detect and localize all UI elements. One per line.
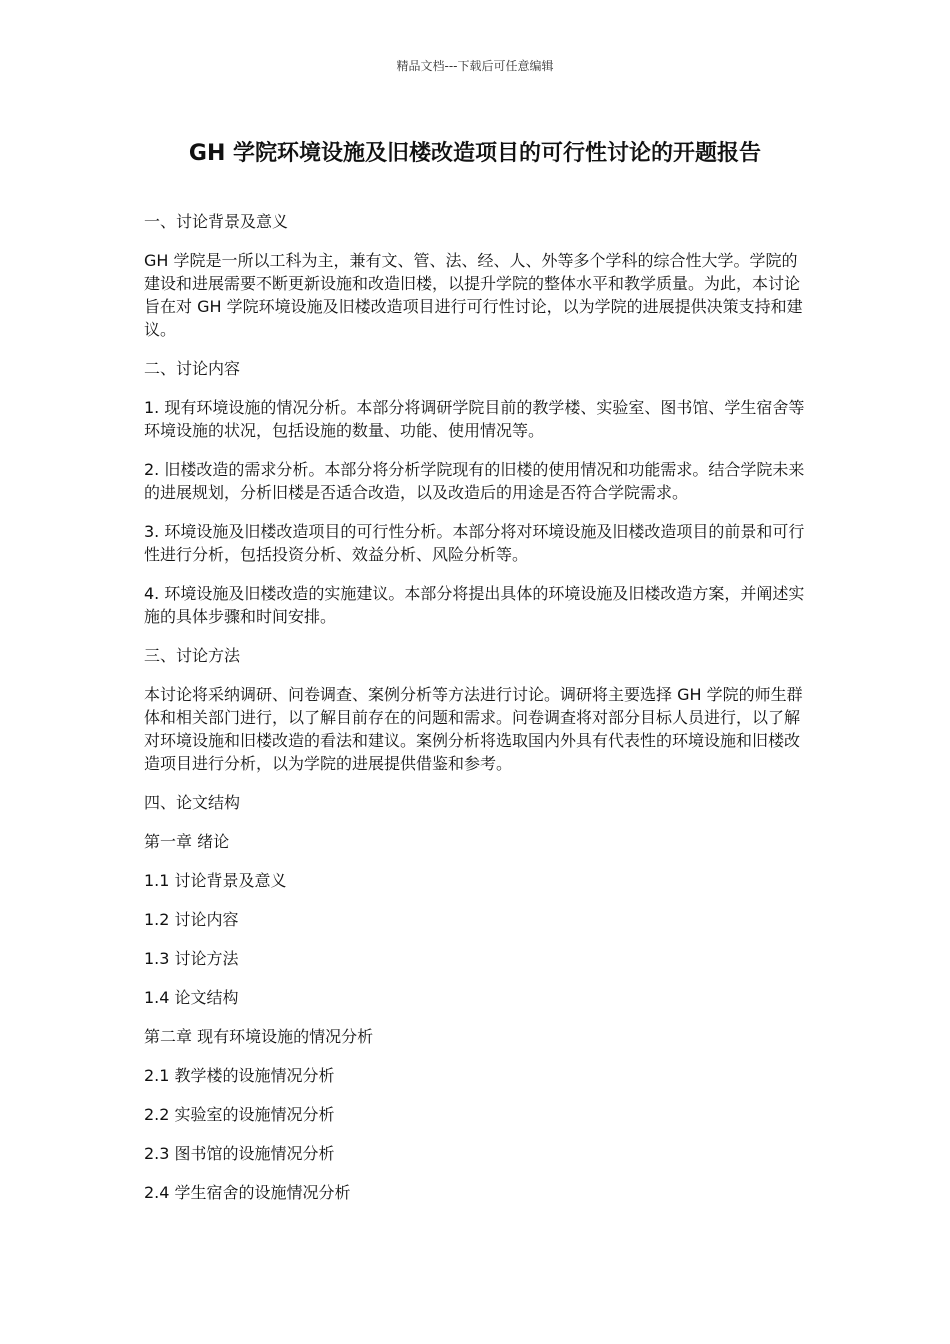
outline-item-2-3: 2.3 图书馆的设施情况分析 [144, 1144, 335, 1163]
section-heading-structure: 四、论文结构 [144, 793, 241, 812]
document-title: GH 学院环境设施及旧楼改造项目的可行性讨论的开题报告 [188, 141, 762, 166]
outline-chapter-1: 第一章 绪论 [144, 832, 230, 851]
section-heading-content: 二、讨论内容 [144, 359, 241, 378]
section-heading-background: 一、讨论背景及意义 [144, 212, 289, 231]
outline-item-2-2: 2.2 实验室的设施情况分析 [144, 1105, 335, 1124]
content-item-2: 2. 旧楼改造的需求分析。本部分将分析学院现有的旧楼的使用情况和功能需求。结合学院未来的进展规划，分析旧楼是否适合改造，以及改造后的用途是否符合学院需求。 [144, 460, 805, 502]
paragraph-background: GH 学院是一所以工科为主，兼有文、管、法、经、人、外等多个学科的综合性大学。学院的建设和进展需要不断更新设施和改造旧楼，以提升学院的整体水平和教学质量。为此，本讨论旨在对 GH 学院环境设施及旧楼改造项目进行可行性讨论，以为学院的进展提供决策支持和建议。 [144, 251, 803, 339]
outline-item-1-4: 1.4 论文结构 [144, 988, 239, 1007]
outline-item-1-2: 1.2 讨论内容 [144, 910, 239, 929]
content-item-1: 1. 现有环境设施的情况分析。本部分将调研学院目前的教学楼、实验室、图书馆、学生宿舍等环境设施的状况，包括设施的数量、功能、使用情况等。 [144, 398, 805, 440]
content-item-3: 3. 环境设施及旧楼改造项目的可行性分析。本部分将对环境设施及旧楼改造项目的前景和可行性进行分析，包括投资分析、效益分析、风险分析等。 [144, 522, 805, 564]
outline-chapter-2: 第二章 现有环境设施的情况分析 [144, 1027, 374, 1046]
document-body [144, 210, 809, 1220]
outline-item-1-1: 1.1 讨论背景及意义 [144, 871, 287, 890]
outline-item-2-4: 2.4 学生宿舍的设施情况分析 [144, 1183, 351, 1202]
outline-item-2-1: 2.1 教学楼的设施情况分析 [144, 1066, 335, 1085]
section-heading-method: 三、讨论方法 [144, 646, 241, 665]
paragraph-method: 本讨论将采纳调研、问卷调查、案例分析等方法进行讨论。调研将主要选择 GH 学院的师生群体和相关部门进行，以了解目前存在的问题和需求。问卷调查将对部分目标人员进行，以了解对环境设施和旧楼改造的看法和建议。案例分析将选取国内外具有代表性的环境设施和旧楼改造项目进行分析，以为学院的进展提供借鉴和参考。 [144, 685, 803, 773]
header-note: 精品文档---下载后可任意编辑 [396, 59, 554, 73]
outline-item-1-3: 1.3 讨论方法 [144, 949, 239, 968]
content-item-4: 4. 环境设施及旧楼改造的实施建议。本部分将提出具体的环境设施及旧楼改造方案，并阐述实施的具体步骤和时间安排。 [144, 584, 805, 626]
